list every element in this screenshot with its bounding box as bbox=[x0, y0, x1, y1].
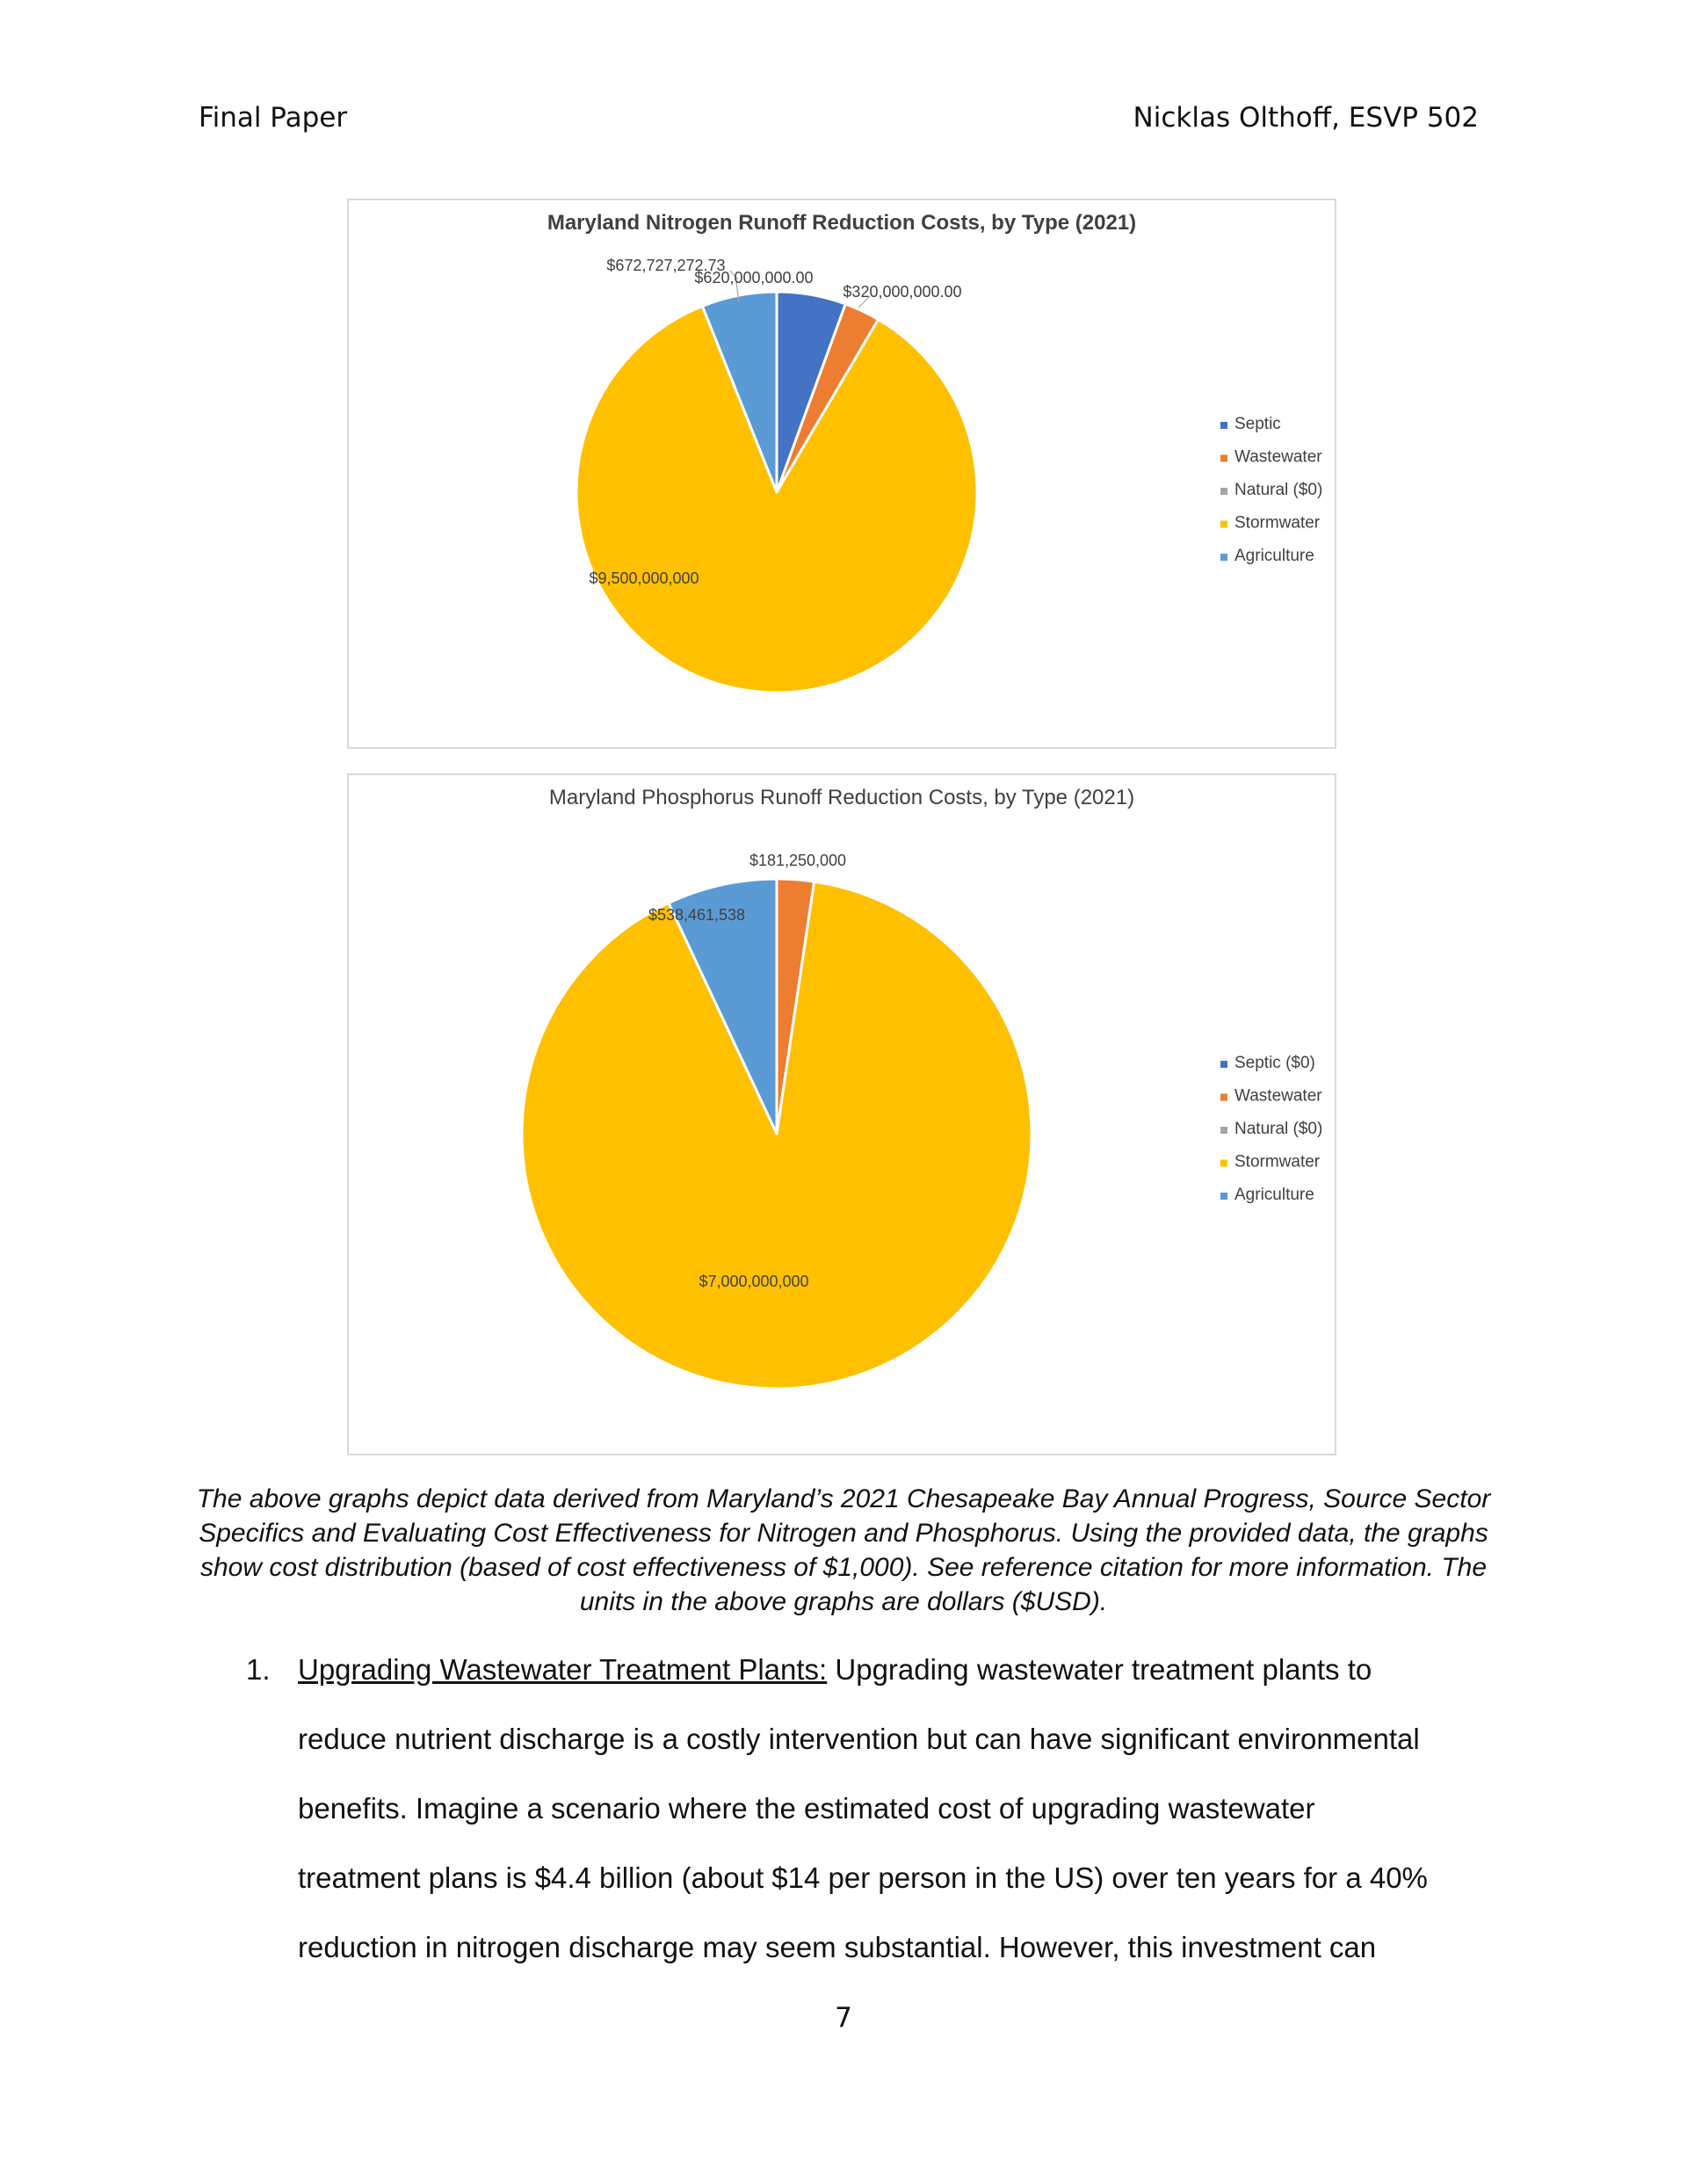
phosphorus-legend-label-agriculture: Agriculture bbox=[1234, 1186, 1314, 1204]
nitrogen-chart-title: Maryland Nitrogen Runoff Reduction Costs, by Type (2021) bbox=[547, 211, 1137, 235]
nitrogen-data-label-wastewater: $320,000,000.00 bbox=[843, 283, 962, 301]
list-line: treatment plans is $4.4 billion (about $14 per person in the US) over ten years for a 40% bbox=[298, 1861, 1428, 1894]
list-line: reduce nutrient discharge is a costly intervention but can have significant environmental bbox=[298, 1723, 1420, 1755]
phosphorus-legend-swatch-stormwater bbox=[1220, 1160, 1227, 1167]
nitrogen-legend-swatch-natural-zero bbox=[1220, 488, 1227, 495]
figure-caption: The above graphs depict data derived from Maryland’s 2021 Chesapeake Bay Annual Progress, Source Sector Specifics and Evaluating Cost Effectiveness for Nitrogen and Phosphorus. Using the provided data, the graphs show cost distribution (based of cost effectiveness of $1,000). See reference citation for more information. The units in the above graphs are dollars ($USD). bbox=[196, 1484, 1491, 1616]
phosphorus-legend-swatch-natural-zero bbox=[1220, 1127, 1227, 1134]
nitrogen-legend-label-septic: Septic bbox=[1234, 415, 1281, 433]
nitrogen-legend-swatch-stormwater bbox=[1220, 521, 1227, 528]
nitrogen-chart-svg bbox=[349, 200, 1335, 747]
nitrogen-cost-pie-chart bbox=[347, 199, 1336, 749]
list-line: benefits. Imagine a scenario where the estimated cost of upgrading wastewater bbox=[298, 1792, 1315, 1825]
phosphorus-data-label-wastewater: $181,250,000 bbox=[749, 852, 847, 869]
list-item-body bbox=[298, 1635, 1494, 1982]
phosphorus-chart-title: Maryland Phosphorus Runoff Reduction Costs, by Type (2021) bbox=[548, 786, 1135, 809]
phosphorus-data-label-stormwater: $7,000,000,000 bbox=[699, 1273, 809, 1290]
phosphorus-legend-swatch-septic-zero bbox=[1220, 1061, 1227, 1068]
phosphorus-chart-svg bbox=[349, 775, 1335, 1454]
phosphorus-legend-label-septic-zero: Septic ($0) bbox=[1234, 1054, 1315, 1072]
list-item-heading: Upgrading Wastewater Treatment Plants: bbox=[298, 1653, 828, 1686]
nitrogen-data-label-stormwater: $9,500,000,000 bbox=[589, 570, 699, 587]
nitrogen-legend-label-natural-zero: Natural ($0) bbox=[1234, 481, 1323, 499]
phosphorus-legend-swatch-wastewater bbox=[1220, 1094, 1227, 1101]
nitrogen-data-label-agriculture: $672,727,272.73 bbox=[606, 257, 726, 274]
nitrogen-legend-label-wastewater: Wastewater bbox=[1234, 447, 1322, 467]
phosphorus-legend-swatch-agriculture bbox=[1220, 1193, 1227, 1200]
nitrogen-legend-swatch-wastewater bbox=[1220, 455, 1227, 462]
page-number: 7 bbox=[835, 2002, 852, 2034]
nitrogen-legend-label-stormwater: Stormwater bbox=[1234, 513, 1321, 533]
list-line-first bbox=[298, 1635, 1494, 1704]
nitrogen-legend-swatch-septic bbox=[1220, 422, 1227, 429]
list-line: reduction in nitrogen discharge may seem substantial. However, this investment can bbox=[298, 1931, 1377, 1963]
phosphorus-legend-label-natural-zero: Natural ($0) bbox=[1234, 1120, 1323, 1138]
list-number: 1. bbox=[246, 1653, 271, 1686]
list-line-first-rest: Upgrading wastewater treatment plants to bbox=[827, 1653, 1372, 1686]
running-header-right: Nicklas Olthoff, ESVP 502 bbox=[1133, 102, 1479, 134]
nitrogen-legend-swatch-agriculture bbox=[1220, 554, 1227, 561]
running-header-left: Final Paper bbox=[199, 102, 348, 134]
phosphorus-data-label-agriculture: $538,461,538 bbox=[648, 906, 746, 924]
nitrogen-data-label-septic: $620,000,000.00 bbox=[694, 269, 814, 287]
phosphorus-legend-label-wastewater: Wastewater bbox=[1234, 1086, 1322, 1106]
phosphorus-legend-label-stormwater: Stormwater bbox=[1234, 1152, 1321, 1172]
phosphorus-cost-pie-chart bbox=[347, 773, 1336, 1455]
nitrogen-legend-label-agriculture: Agriculture bbox=[1234, 547, 1314, 565]
